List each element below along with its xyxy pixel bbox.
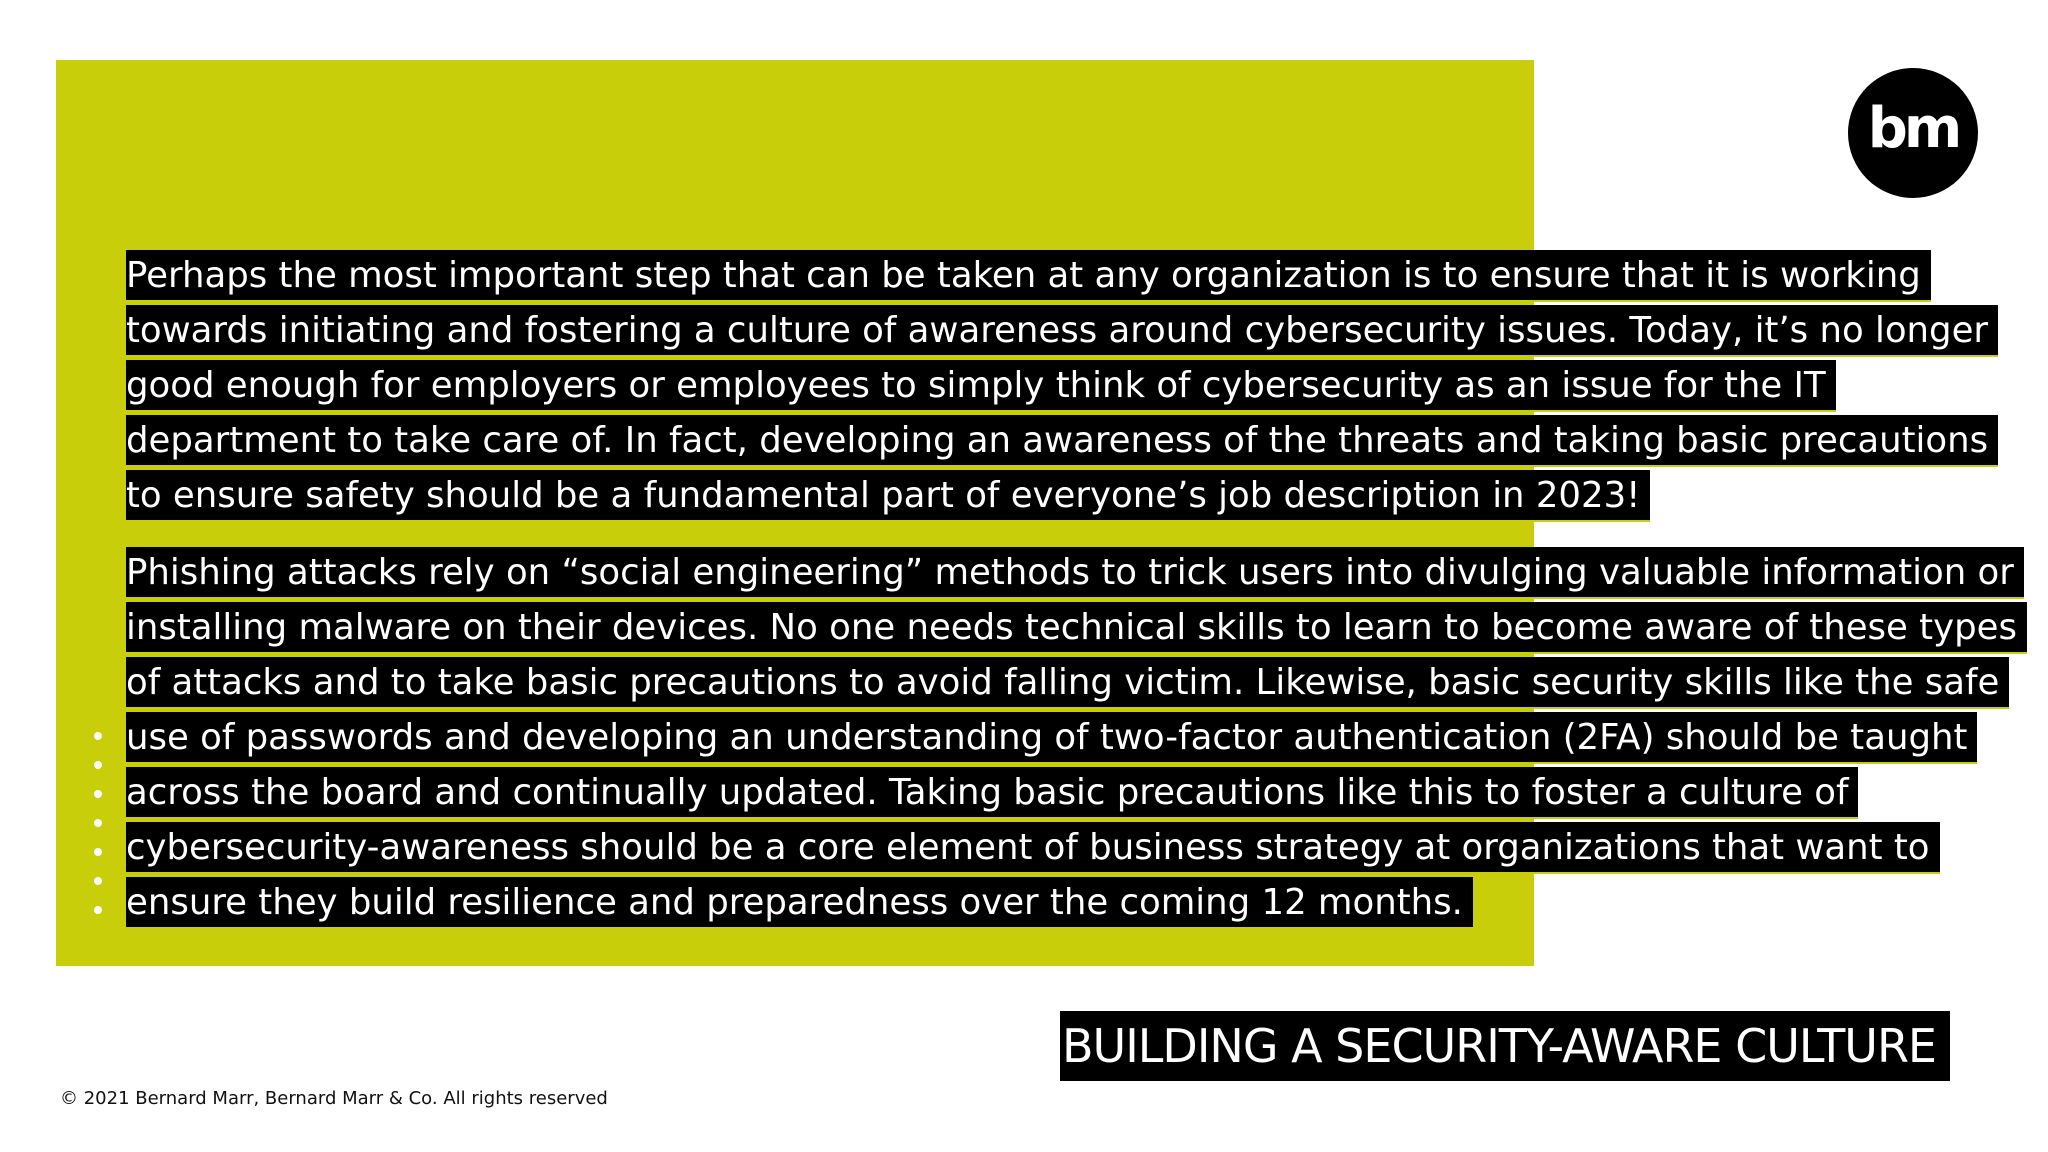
- text-line: of attacks and to take basic precautions to avoid falling victim. Likewise, basic security skills like the safe: [126, 657, 2009, 709]
- dot-icon: [94, 877, 102, 885]
- text-line: use of passwords and developing an understanding of two-factor authentication (2FA) should be taught: [126, 712, 1977, 764]
- dot-icon: [94, 848, 102, 856]
- text-line: department to take care of. In fact, developing an awareness of the threats and taking basic precautions: [126, 415, 1998, 467]
- text-line: towards initiating and fostering a culture of awareness around cybersecurity issues. Today, it’s no longer: [126, 305, 1998, 357]
- decorative-dots: [94, 732, 104, 935]
- text-line: to ensure safety should be a fundamental part of everyone’s job description in 2023!: [126, 470, 1650, 522]
- text-line: Perhaps the most important step that can be taken at any organization is to ensure that it is working: [126, 250, 1931, 302]
- text-line: good enough for employers or employees to simply think of cybersecurity as an issue for the IT: [126, 360, 1836, 412]
- dot-icon: [94, 906, 102, 914]
- paragraph-1: [126, 250, 2006, 525]
- dot-icon: [94, 819, 102, 827]
- text-line: cybersecurity-awareness should be a core element of business strategy at organizations that want to: [126, 822, 1940, 874]
- text-line: installing malware on their devices. No one needs technical skills to learn to become aware of these types: [126, 602, 2027, 654]
- slide-title: BUILDING A SECURITY-AWARE CULTURE: [1060, 1011, 1950, 1081]
- dot-icon: [94, 732, 102, 740]
- bm-logo: [1848, 68, 1978, 198]
- text-line: ensure they build resilience and preparedness over the coming 12 months.: [126, 877, 1473, 929]
- copyright-notice: © 2021 Bernard Marr, Bernard Marr & Co. All rights reserved: [60, 1088, 608, 1109]
- body-text: [126, 250, 2017, 932]
- text-line: Phishing attacks rely on “social engineering” methods to trick users into divulging valuable information or: [126, 547, 2024, 599]
- logo-text: bm: [1867, 96, 1959, 161]
- dot-icon: [94, 790, 102, 798]
- text-line: across the board and continually updated. Taking basic precautions like this to foster a culture of: [126, 767, 1858, 819]
- dot-icon: [94, 761, 102, 769]
- paragraph-2: [126, 547, 2017, 932]
